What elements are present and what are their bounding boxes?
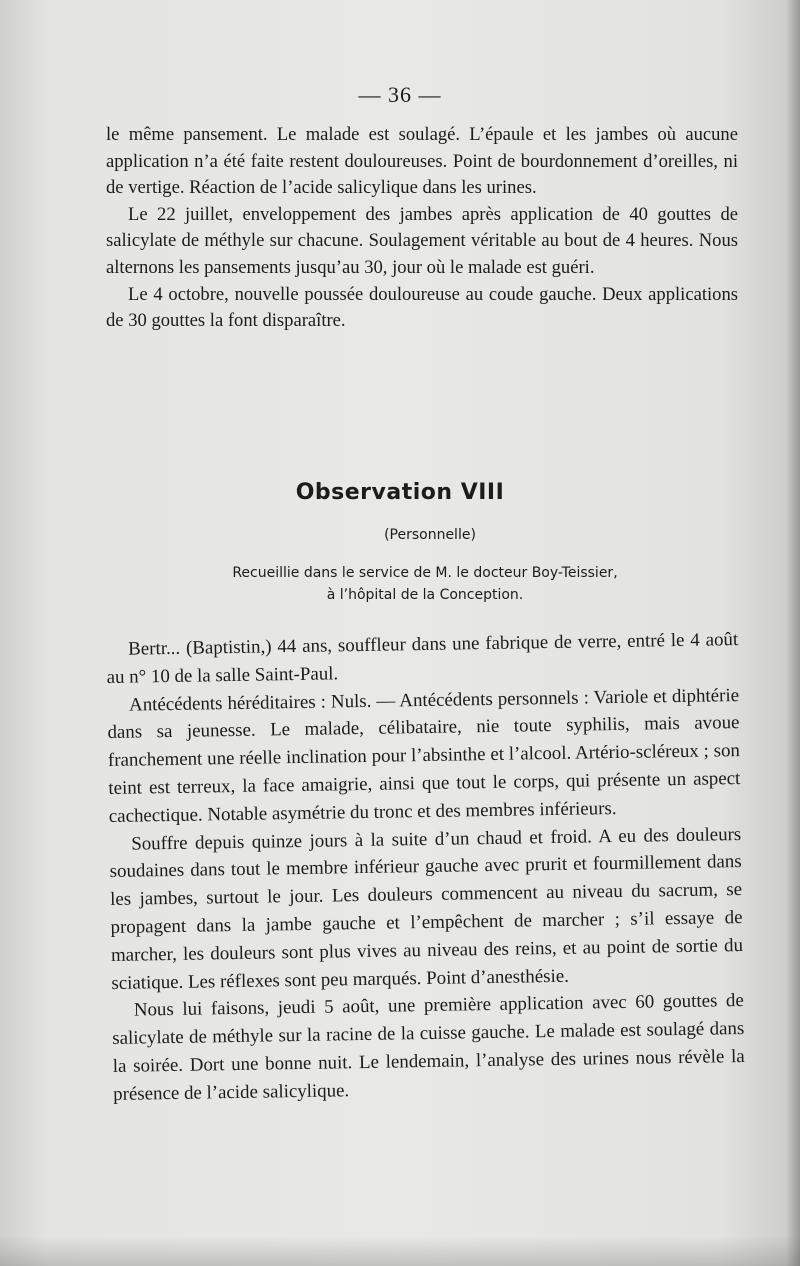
paragraph: Bertr... (Baptistin,) 44 ans, souffleur dans une fabrique de verre, entré le 4 août au n° 10 de la salle Saint-Paul. [106,629,739,688]
paragraph: Le 4 octobre, nouvelle poussée douloureuse au coude gauche. Deux applications de 30 gouttes la font disparaître. [106,283,738,332]
top-text-block [106,122,738,335]
page-bottom-shadow [0,1236,800,1266]
page-number: — 36 — [358,82,442,107]
source-line: à l’hôpital de la Conception. [326,587,524,603]
page-edge-shadow [786,0,800,1266]
observation-title: Observation VIII [295,480,505,505]
observation-subtitle: (Personnelle) [384,527,476,543]
paragraph: Nous lui faisons, jeudi 5 août, une première application avec 60 gouttes de salicylate de méthyle sur la racine de la cuisse gauche. Le malade est soulagé dans la soirée. Dort une bonne nuit. Le lendemain, l’analyse des urines nous révèle la présence de l’acide salicylique. [112,990,745,1105]
paragraph: Souffre depuis quinze jours à la suite d’un chaud et froid. A eu des douleurs soudaines dans tout le membre inférieur gauche avec prurit et fourmillement dans les jambes, surtout le jour. Les douleurs commencent au niveau du sacrum, se propagent dans la jambe gauche et l’empêchent de marcher ; s’il essaye de marcher, les douleurs sont plus vives au niveau des reins, et au point de sortie du sciatique. Les réflexes sont peu marqués. Point d’anesthésie. [109,823,744,994]
paragraph: Antécédents héréditaires : Nuls. — Antécédents personnels : Variole et diphtérie dans sa jeunesse. Le malade, célibataire, nie toute syphilis, mais avoue franchement une réelle inclination pour l’absinthe et l’alcool. Artério-scléreux ; son teint est terreux, la face amaigrie, ainsi que tout le corps, qui présente un aspect cachectique. Notable asymétrie du tronc et des membres inférieurs. [107,684,741,827]
paragraph: Le 22 juillet, enveloppement des jambes après application de 40 gouttes de salicylate de méthyle sur chacune. Soulagement véritable au bout de 4 heures. Nous alternons les pansements jusqu’au 30, jour où le malade est guéri. [106,203,738,278]
observation-source [0,562,800,606]
paragraph: le même pansement. Le malade est soulagé. L’épaule et les jambes où aucune application n’a été faite restent douloureuses. Point de bourdonnement d’oreilles, ni de vertige. Réaction de l’acide salicylique dans les urines. [106,124,738,199]
observation-text-block [106,626,745,1108]
source-line: Recueillie dans le service de M. le docteur Boy-Teissier, [232,565,618,581]
